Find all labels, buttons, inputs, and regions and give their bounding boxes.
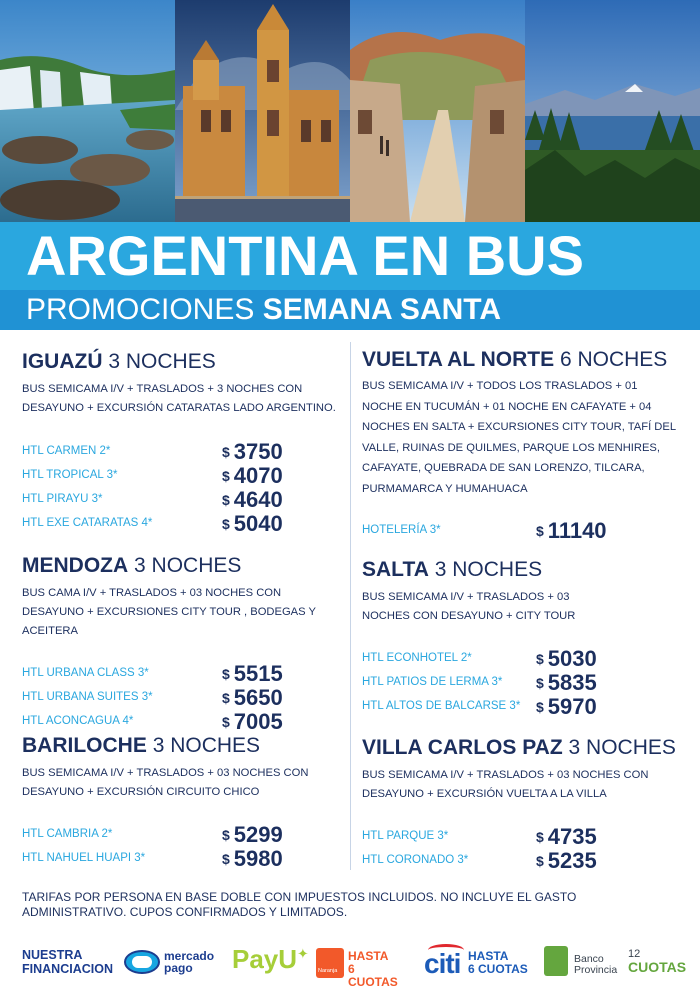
hotel-price-list	[362, 646, 682, 718]
package-nights: 3 NOCHES	[134, 554, 242, 577]
price-amount: 5980	[233, 846, 283, 871]
package-nights: 3 NOCHES	[152, 734, 261, 757]
currency-symbol: $	[222, 444, 230, 460]
hotel-price-list	[22, 439, 342, 535]
financing-line1: NUESTRA	[22, 948, 83, 962]
hotel-name: HTL PARQUE 3*	[362, 830, 449, 842]
currency-symbol: $	[222, 690, 230, 706]
currency-symbol: $	[536, 675, 544, 691]
hotel-price	[536, 694, 597, 720]
terms-notice: TARIFAS POR PERSONA EN BASE DOBLE CON IMPUESTOS INCLUIDOS. NO INCLUYE EL GASTO ADMINISTRATIVO. CUPOS CONFIRMADOS Y LIMITADOS.	[22, 890, 577, 919]
hotel-price-list	[22, 661, 342, 733]
hotel-name: HTL EXE CATARATAS 4*	[22, 517, 153, 529]
package-villa-carlos-paz	[362, 736, 692, 872]
hotel-row	[362, 518, 680, 542]
hotel-row	[22, 709, 342, 733]
package-destination: MENDOZA	[22, 554, 129, 577]
package-description: BUS CAMA I/V + TRASLADOS + 03 NOCHES CON DESAYUNO + EXCURSIONES CITY TOUR , BODEGAS Y ACEITERA	[22, 587, 316, 637]
subtitle-banner	[0, 290, 700, 330]
hotel-row	[22, 463, 342, 487]
hotel-row	[22, 846, 342, 870]
mercadopago-text	[164, 950, 214, 974]
package-nights: 3 NOCHES	[108, 350, 216, 373]
package-mendoza	[22, 554, 342, 733]
financing-line2: FINANCIACION	[22, 962, 113, 976]
package-title	[22, 734, 342, 758]
naranja-logo	[316, 942, 400, 989]
photo-strip	[0, 0, 700, 222]
hotel-price	[222, 511, 283, 537]
column-divider	[350, 342, 351, 870]
package-salta	[362, 558, 682, 718]
price-amount: 5970	[547, 694, 597, 719]
iguazu-falls-photo	[0, 0, 175, 222]
price-amount: 5235	[547, 848, 597, 873]
hotel-price	[536, 670, 597, 696]
hotel-row	[362, 646, 682, 670]
page-subtitle	[26, 293, 501, 327]
currency-symbol: $	[536, 651, 544, 667]
banco-installments	[628, 948, 686, 974]
hotel-row	[22, 511, 342, 535]
package-title	[362, 558, 682, 582]
package-nights: 3 NOCHES	[568, 736, 676, 759]
hotel-price-list	[22, 822, 342, 870]
package-title	[22, 554, 342, 578]
package-title	[362, 736, 692, 760]
hotel-name: HTL PIRAYU 3*	[22, 493, 103, 505]
banco-num: 12	[628, 948, 641, 960]
handshake-icon	[124, 950, 160, 974]
naranja-icon	[316, 948, 344, 978]
currency-symbol: $	[536, 829, 544, 845]
hotel-name: HTL TROPICAL 3*	[22, 469, 118, 481]
currency-symbol: $	[222, 666, 230, 682]
package-destination: IGUAZÚ	[22, 350, 103, 373]
package-destination: SALTA	[362, 558, 429, 581]
title-banner	[0, 222, 700, 290]
hotel-row	[362, 694, 682, 718]
mercadopago-line2: pago	[164, 961, 193, 975]
banco-line1: Banco	[574, 953, 604, 965]
financing-label	[22, 948, 113, 988]
hotel-name: HTL URBANA CLASS 3*	[22, 667, 149, 679]
citi-line1: HASTA	[468, 949, 509, 963]
hotel-row	[362, 670, 682, 694]
payu-logo	[232, 944, 309, 984]
citi-installments	[468, 950, 528, 976]
package-description: BUS SEMICAMA I/V + TRASLADOS + 03 NOCHES CON DESAYUNO + EXCURSIÓN VUELTA A LA VILLA	[362, 769, 649, 800]
currency-symbol: $	[222, 516, 230, 532]
hotel-price	[536, 848, 597, 874]
hotel-price	[536, 518, 607, 544]
package-nights: 6 NOCHES	[559, 348, 668, 371]
hotel-price	[222, 685, 283, 711]
hotel-name: HTL NAHUEL HUAPI 3*	[22, 852, 146, 864]
naranja-line2: 6 CUOTAS	[348, 962, 398, 989]
hotel-row	[22, 685, 342, 709]
package-title	[22, 350, 342, 374]
price-amount: 11140	[547, 517, 607, 543]
banco-provincia-text	[574, 954, 617, 976]
hotel-price	[222, 487, 283, 513]
hotel-name: HTL ECONHOTEL 2*	[362, 652, 472, 664]
hotel-price	[222, 822, 283, 848]
hotel-price	[222, 661, 283, 687]
currency-symbol: $	[222, 714, 230, 730]
citi-wordmark: citi	[424, 948, 461, 979]
price-amount: 5835	[547, 670, 597, 695]
page-title: ARGENTINA EN BUS	[26, 224, 584, 287]
price-amount: 7005	[233, 709, 283, 734]
naranja-installments	[348, 950, 400, 989]
hotel-name: HTL ALTOS DE BALCARSE 3*	[362, 700, 521, 712]
currency-symbol: $	[536, 522, 544, 539]
currency-symbol: $	[536, 699, 544, 715]
hotel-name: HTL URBANA SUITES 3*	[22, 691, 153, 703]
citi-line2: 6 CUOTAS	[468, 962, 528, 976]
hotel-price	[222, 846, 283, 872]
banco-provincia-logo	[544, 942, 694, 982]
package-destination: BARILOCHE	[22, 734, 147, 757]
hotel-row	[22, 661, 342, 685]
package-vuelta-al-norte	[362, 348, 680, 542]
package-bariloche	[22, 734, 342, 870]
hotel-price	[536, 824, 597, 850]
payu-text: PayU	[232, 944, 298, 974]
hotel-row	[22, 439, 342, 463]
mercadopago-line1: mercado	[164, 949, 215, 963]
package-description: BUS SEMICAMA I/V + TRASLADOS + 03 NOCHES CON DESAYUNO + EXCURSIÓN CIRCUITO CHICO	[22, 767, 309, 798]
citi-logo	[424, 942, 534, 982]
subtitle-highlight: SEMANA SANTA	[262, 293, 502, 326]
hotel-price	[536, 646, 597, 672]
hotel-row	[22, 487, 342, 511]
banco-provincia-icon	[544, 946, 568, 976]
hotel-name: HTL CAMBRIA 2*	[22, 828, 113, 840]
payment-logos	[0, 936, 700, 990]
hotel-row	[22, 822, 342, 846]
price-amount: 4070	[233, 463, 283, 488]
price-amount: 5030	[547, 646, 597, 671]
hotel-price	[222, 463, 283, 489]
hotel-name: HTL CORONADO 3*	[362, 854, 469, 866]
package-description: BUS SEMICAMA I/V + TRASLADOS + 3 NOCHES CON DESAYUNO + EXCURSIÓN CATARATAS LADO ARGENTINO.	[22, 383, 336, 414]
bariloche-lake-photo	[525, 0, 700, 222]
sparkle-icon: ✦	[297, 945, 309, 962]
hotel-name: HTL ACONCAGUA 4*	[22, 715, 134, 727]
currency-symbol: $	[536, 853, 544, 869]
package-title	[362, 348, 680, 372]
hotel-name: HTL PATIOS DE LERMA 3*	[362, 676, 503, 688]
price-amount: 3750	[233, 439, 283, 464]
package-description: BUS SEMICAMA I/V + TRASLADOS + 03 NOCHES CON DESAYUNO + CITY TOUR	[362, 591, 576, 622]
hotel-row	[362, 848, 692, 872]
price-amount: 4640	[233, 487, 283, 512]
hotel-name: HOTELERÍA 3*	[362, 523, 441, 536]
price-amount: 5650	[233, 685, 283, 710]
subtitle-prefix: PROMOCIONES	[26, 293, 255, 326]
price-amount: 5299	[233, 822, 283, 847]
banco-cuotas: CUOTAS	[628, 959, 687, 975]
package-destination: VUELTA AL NORTE	[362, 348, 555, 371]
hotel-price	[222, 439, 283, 465]
package-iguazu	[22, 350, 342, 535]
currency-symbol: $	[222, 468, 230, 484]
banco-line2: Provincia	[574, 964, 618, 976]
hotel-price-list	[362, 824, 692, 872]
salta-cathedral-photo	[175, 0, 350, 222]
package-description: BUS SEMICAMA I/V + TODOS LOS TRASLADOS + 01 NOCHE EN TUCUMÁN + 01 NOCHE EN CAFAYATE + 04 NOCHES EN SALTA + EXCURSIONES CITY TOUR, TAFÍ DEL VALLE, RUINAS DE QUILMES, PARQUE LOS MENHIRES, CAFAYATE, QUEBRADA DE SAN LORENZO, TILCARA, PURMAMARCA Y HUMAHUACA	[362, 380, 676, 495]
hotel-row	[362, 824, 692, 848]
naranja-box-text: Naranja	[318, 968, 338, 974]
north-village-street-photo	[350, 0, 525, 222]
currency-symbol: $	[222, 827, 230, 843]
currency-symbol: $	[222, 492, 230, 508]
mercadopago-logo	[124, 942, 216, 982]
hotel-price-list	[362, 518, 680, 542]
naranja-line1: HASTA	[348, 949, 389, 963]
package-destination: VILLA CARLOS PAZ	[362, 736, 563, 759]
hotel-price	[222, 709, 283, 735]
currency-symbol: $	[222, 851, 230, 867]
price-amount: 5040	[233, 511, 283, 536]
package-nights: 3 NOCHES	[434, 558, 543, 581]
price-amount: 4735	[547, 824, 597, 849]
hotel-name: HTL CARMEN 2*	[22, 445, 111, 457]
price-amount: 5515	[233, 661, 283, 686]
